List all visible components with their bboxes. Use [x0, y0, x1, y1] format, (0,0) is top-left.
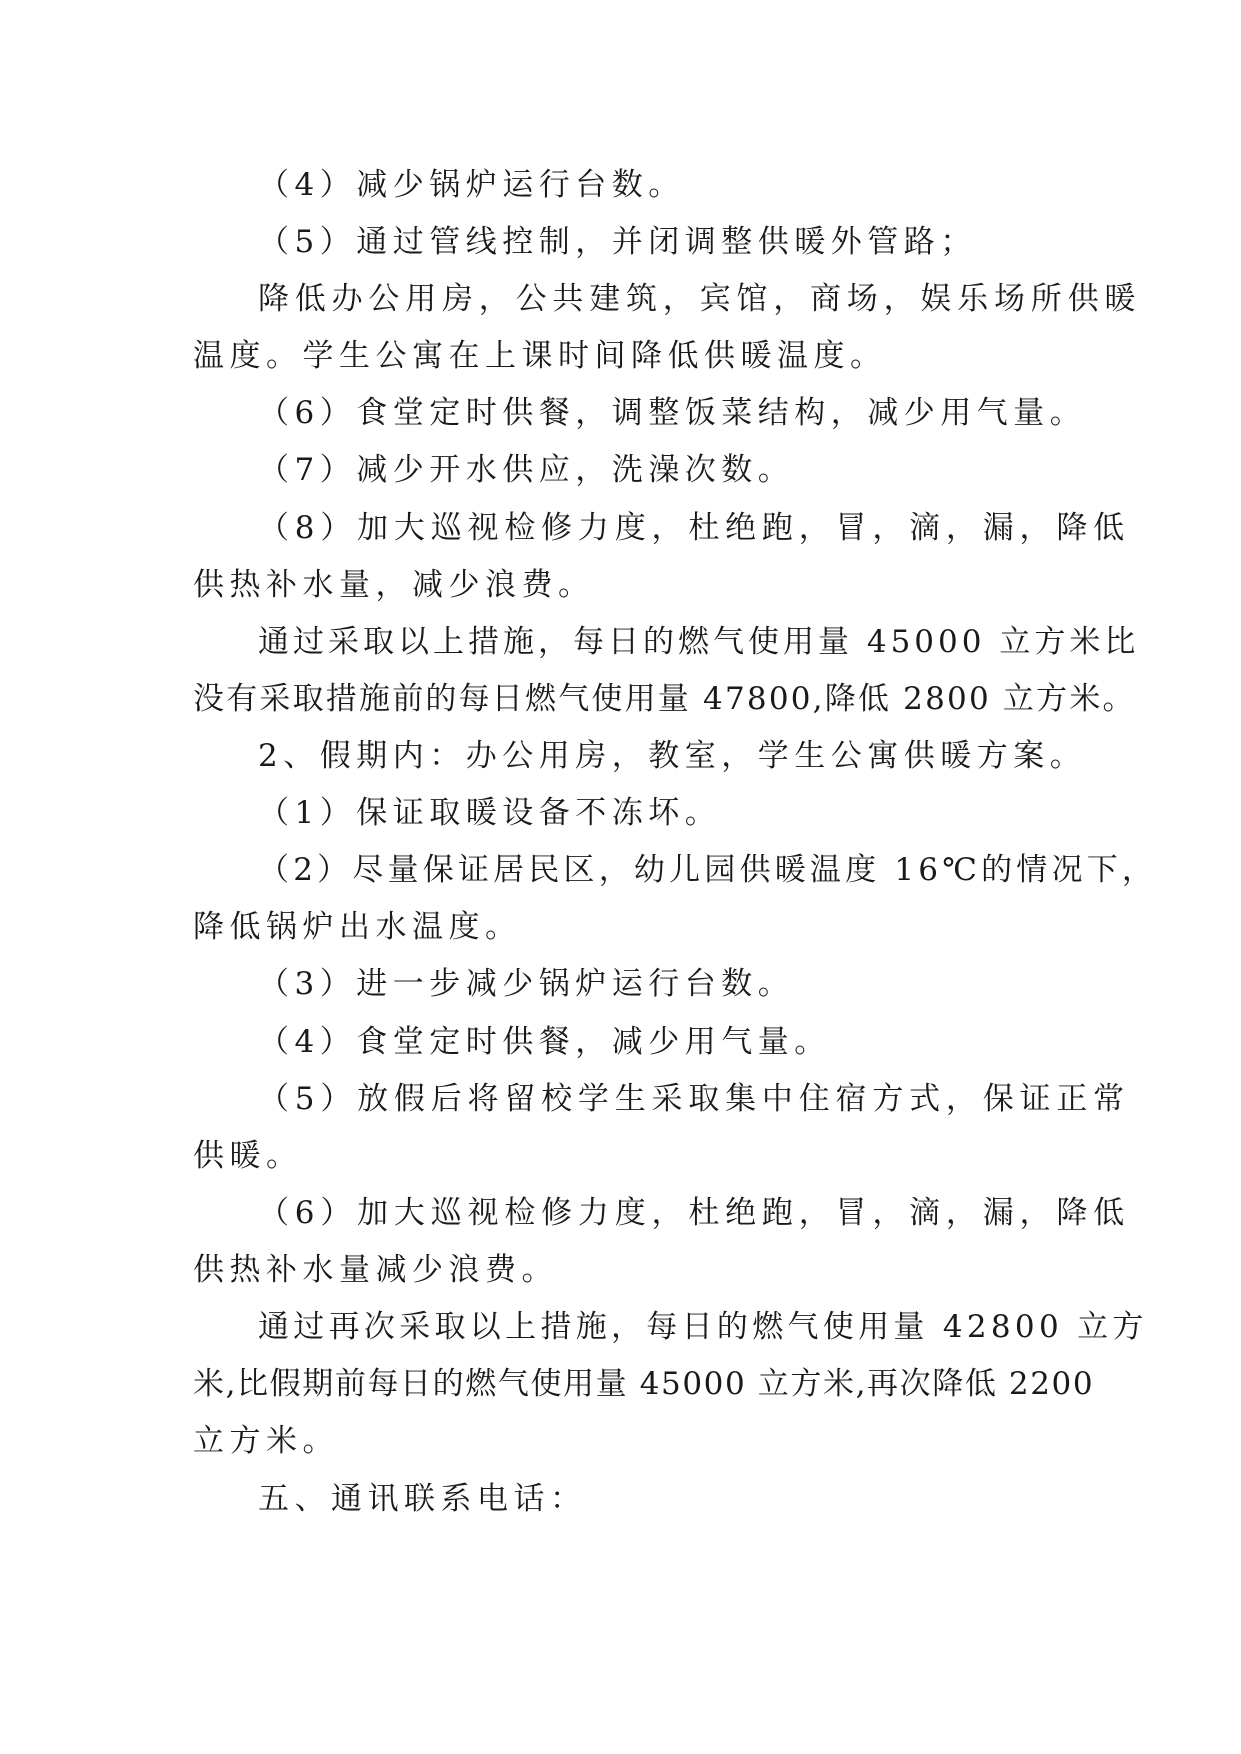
text-line: 五、通讯联系电话：	[258, 1481, 587, 1517]
text-line: （1）保证取暖设备不冻坏。	[258, 795, 722, 831]
text-line: 降低办公用房，公共建筑，宾馆，商场，娱乐场所供暖	[258, 281, 1142, 317]
text-line: 通过采取以上措施，每日的燃气使用量 45000 立方米比	[258, 624, 1140, 660]
text-line: 供暖。	[193, 1138, 303, 1174]
text-line: （3）进一步减少锅炉运行台数。	[258, 966, 795, 1002]
text-line: （4）食堂定时供餐，减少用气量。	[258, 1024, 831, 1060]
text-line: （5）通过管线控制，并闭调整供暖外管路；	[258, 224, 977, 260]
text-line: 立方米。	[193, 1423, 339, 1459]
text-line: 供热补水量，减少浪费。	[193, 567, 595, 603]
text-line: （2）尽量保证居民区，幼儿园供暖温度 16℃的情况下，	[258, 852, 1158, 888]
text-line: 供热补水量减少浪费。	[193, 1252, 558, 1288]
text-line: 降低锅炉出水温度。	[193, 909, 522, 945]
text-line: （8）加大巡视检修力度，杜绝跑，冒，滴，漏，降低	[258, 510, 1130, 546]
text-line: （7）减少开水供应，洗澡次数。	[258, 452, 795, 488]
text-line: （6）加大巡视检修力度，杜绝跑，冒，滴，漏，降低	[258, 1195, 1130, 1231]
text-line: （6）食堂定时供餐，调整饭菜结构，减少用气量。	[258, 395, 1087, 431]
text-line: 通过再次采取以上措施，每日的燃气使用量 42800 立方	[258, 1309, 1148, 1345]
text-line: 米,比假期前每日的燃气使用量 45000 立方米,再次降低 2200	[193, 1366, 1095, 1402]
text-line: 温度。学生公寓在上课时间降低供暖温度。	[193, 338, 887, 374]
text-line: 2、假期内：办公用房，教室，学生公寓供暖方案。	[258, 738, 1087, 774]
text-line: （4）减少锅炉运行台数。	[258, 167, 685, 203]
text-line: 没有采取措施前的每日燃气使用量 47800,降低 2800 立方米。	[193, 681, 1136, 717]
text-line: （5）放假后将留校学生采取集中住宿方式，保证正常	[258, 1081, 1130, 1117]
